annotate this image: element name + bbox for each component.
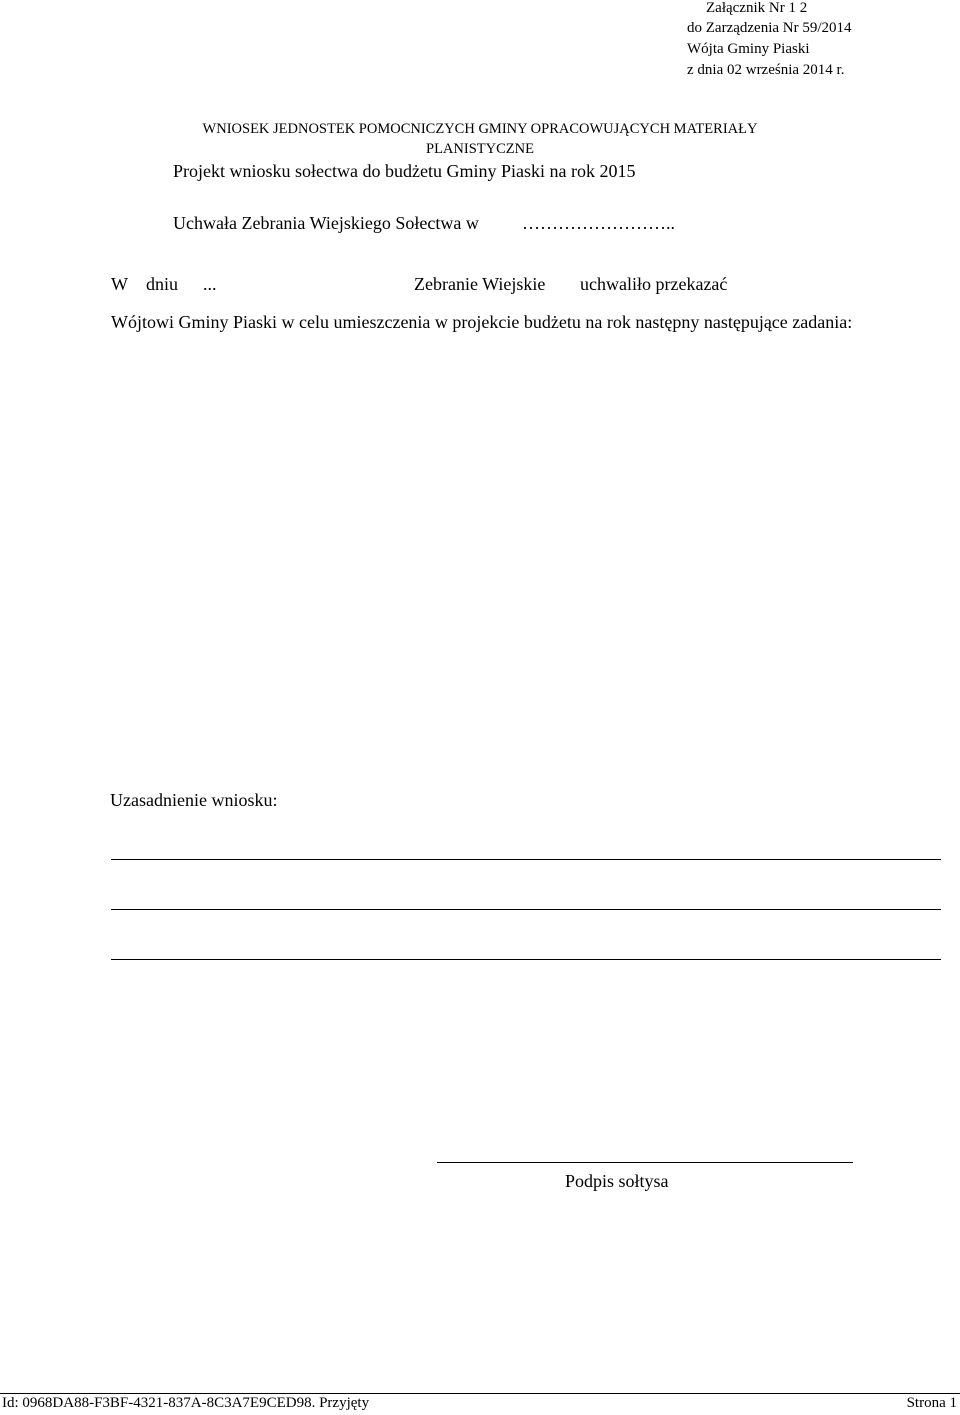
justification-line-1 [111, 859, 941, 860]
document-title-line-2: PLANISTYCZNE [426, 141, 534, 157]
day-line-date-blank: ... [203, 274, 217, 294]
justification-line-2 [111, 909, 941, 910]
resolution-label: Uchwała Zebrania Wiejskiego Sołectwa w [173, 213, 479, 233]
day-line-resolved: uchwaliło przekazać [580, 274, 728, 294]
day-line-w: W [111, 274, 128, 294]
attachment-number: Załącznik Nr 1 2 [706, 0, 808, 16]
justification-label: Uzasadnienie wniosku: [110, 790, 278, 810]
ordinance-date: z dnia 02 września 2014 r. [687, 62, 845, 78]
day-line-dniu: dniu [146, 274, 179, 294]
day-line-meeting: Zebranie Wiejskie [414, 274, 546, 294]
resolution-village-blank: …………………….. [522, 213, 675, 233]
footer-divider [0, 1393, 960, 1394]
signature-label: Podpis sołtysa [565, 1171, 669, 1191]
justification-line-3 [111, 959, 941, 960]
tasks-intro-text: Wójtowi Gminy Piaski w celu umieszczenia w projekcie budżetu na rok następny następujące zadania: [111, 312, 853, 332]
footer-document-id: Id: 0968DA88-F3BF-4321-837A-8C3A7E9CED98. Przyjęty [2, 1395, 370, 1411]
document-title-line-1: WNIOSEK JEDNOSTEK POMOCNICZYCH GMINY OPRACOWUJĄCYCH MATERIAŁY [202, 121, 758, 137]
document-subtitle: Projekt wniosku sołectwa do budżetu Gminy Piaski na rok 2015 [173, 161, 636, 181]
issuer-name: Wójta Gminy Piaski [687, 41, 810, 57]
ordinance-number: do Zarządzenia Nr 59/2014 [687, 20, 852, 36]
footer-page-number: Strona 1 [906, 1395, 957, 1411]
signature-line [437, 1162, 853, 1163]
